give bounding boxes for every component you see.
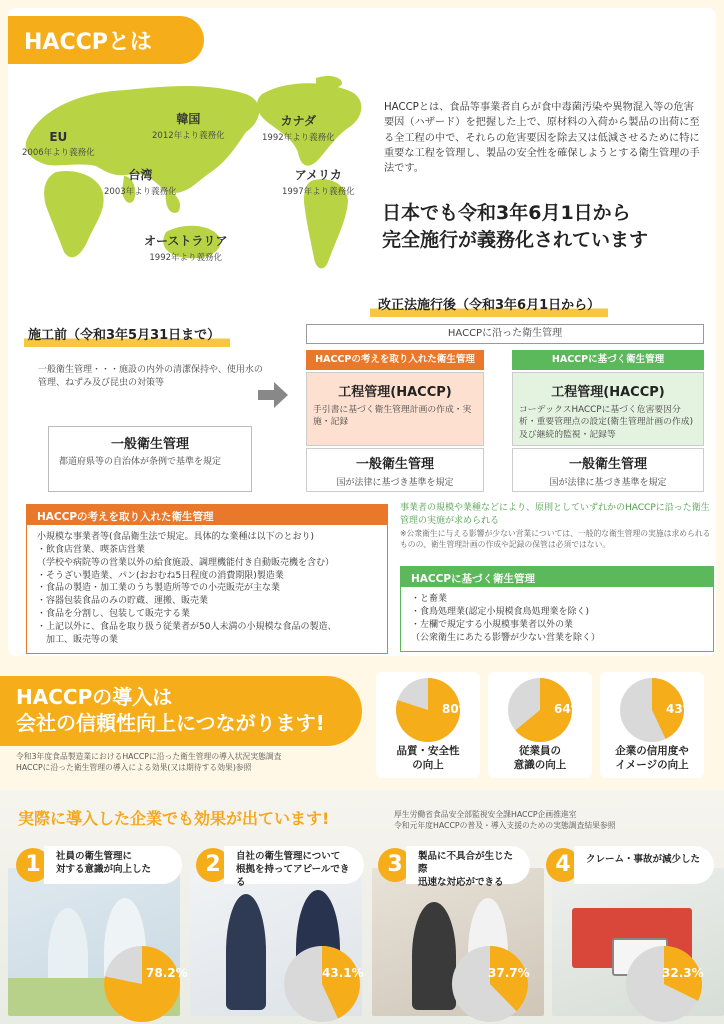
case-number: 4 (546, 848, 580, 882)
country-year: 2012年より義務化 (152, 131, 225, 141)
stat-label (488, 744, 592, 772)
case-number: 2 (196, 848, 230, 882)
arrow-right-icon (256, 380, 290, 410)
process-control-box-concept (306, 372, 484, 446)
section-title-tab (8, 16, 204, 64)
case-pie (452, 946, 528, 1022)
case-label (574, 846, 714, 884)
banner-line: HACCPの導入は (16, 685, 173, 709)
country-usa (282, 166, 355, 197)
note-line: 令和3年度食品製造業におけるHACCPに沿った衛生管理の導入状況実態調査 (16, 752, 282, 761)
process-control-title: 工程管理(HACCP) (338, 385, 452, 400)
stat-label-line: 企業の信用度や (615, 745, 689, 757)
detail-line: 小規模な事業者等(食品衛生法で規定。具体的な業種は以下のとおり) (37, 532, 315, 542)
effects-title: 実際に導入した企業でも効果が出ています! (18, 809, 330, 828)
country-name: EU (49, 130, 68, 144)
stat-label (376, 744, 480, 772)
section-title: HACCPとは (24, 29, 152, 55)
effects-source (394, 810, 616, 832)
source-line: 令和元年度HACCPの普及・導入支援のための実態調査結果参照 (394, 820, 616, 830)
before-law-description: 一般衛生管理・・・施設の内外の清潔保持や、使用水の管理、ねずみ及び昆虫の対策等 (38, 365, 263, 389)
africa-landmass (44, 171, 103, 257)
case-label-line: 製品に不具合が生じた際 (418, 851, 514, 875)
person-figure (412, 902, 456, 1010)
detail-line: （学校や病院等の営業以外の給食施設、調理機能付き自動販売機を含む） (37, 557, 335, 568)
case-label-line: クレーム・事故が減少した (586, 854, 701, 865)
general-hygiene-box-concept (306, 448, 484, 492)
process-control-description: コーデックスHACCPに基づく危害要因分析・重要管理点の設定(衛生管理計画の作成)及び継続的監視・記録等 (519, 405, 694, 440)
country-korea (152, 110, 225, 141)
after-law-title: 改正法施行後（令和3年6月1日から） (370, 294, 608, 317)
detail-line: ・左欄で規定する小規模事業者以外の業 (411, 619, 574, 630)
case-percent: 32.3% (662, 966, 704, 980)
detail-box-body (27, 525, 387, 653)
haccp-compliant-header: HACCPに沿った衛生管理 (306, 324, 704, 344)
general-hygiene-description: 国が法律に基づき基準を規定 (549, 478, 667, 488)
case-percent: 37.7% (488, 966, 530, 980)
case-number: 1 (16, 848, 50, 882)
case-label-line: 社員の衛生管理に (56, 851, 133, 862)
detail-line: ・上記以外に、食品を取り扱う従業者が50人未満の小規模な食品の製造、 (37, 622, 337, 633)
stat-label-line: 品質・安全性 (396, 745, 460, 757)
before-general-hygiene-box (48, 426, 252, 492)
country-year: 1992年より義務化 (262, 133, 335, 143)
green-note-main: 事業者の規模や業種などにより、原則としていずれかのHACCPに沿った衛生管理の実施が求められる (400, 503, 710, 526)
note-line: HACCPに沿った衛生管理の導入による効果(又は期待する効果)参照 (16, 762, 252, 772)
green-note (400, 502, 716, 551)
before-law-title: 施工前（令和3年5月31日まで） (24, 324, 230, 347)
world-map (16, 72, 376, 292)
stat-label-line: 従業員の (519, 745, 561, 757)
detail-line: ・と畜業 (411, 594, 448, 604)
country-name: オーストラリア (144, 234, 228, 248)
detail-line: ・食品を分割し、包装して販売する業 (37, 609, 191, 620)
case-label (44, 846, 182, 884)
case-label-line: 根拠を持ってアピールできる (236, 863, 350, 888)
general-hygiene-box-based (512, 448, 704, 492)
country-australia (144, 232, 227, 263)
survey-source-note (16, 752, 366, 774)
process-control-description: 手引書に基づく衛生管理計画の作成・実施・記録 (313, 405, 472, 428)
country-year: 1992年より義務化 (149, 253, 223, 263)
case-percent: 43.1% (322, 966, 364, 980)
box-description: 都道府県等の自治体が条例で基準を規定 (59, 457, 222, 467)
stat-label-line: の向上 (412, 759, 444, 772)
country-name: アメリカ (294, 168, 342, 182)
case-label-line: 対する意識が向上した (56, 863, 152, 875)
stat-card-quality (376, 672, 480, 778)
banner-line: 会社の信頼性向上につながります! (16, 711, 325, 735)
country-eu (22, 130, 95, 158)
headline (382, 200, 712, 253)
green-note-small: ※公衆衛生に与える影響が少ない営業については、一般的な衛生管理の実施は求められるものの、衛生管理計画の作成や記録の保管は必須ではない。 (400, 529, 711, 550)
headline-line: 日本でも令和3年6月1日から (382, 202, 631, 224)
col-head-haccp-based: HACCPに基づく衛生管理 (512, 350, 704, 370)
detail-line: ・容器包装食品のみの貯蔵、運搬、販売業 (37, 596, 209, 607)
general-hygiene-title: 一般衛生管理 (568, 457, 647, 472)
stat-card-corporate-image (600, 672, 704, 778)
stat-percent: 43% (666, 702, 695, 716)
haccp-concept-detail-box (26, 504, 388, 654)
stat-label (600, 744, 704, 772)
intro-paragraph: HACCPとは、食品等事業者自らが食中毒菌汚染や異物混入等の危害要因（ハザード）を把握した上で、原材料の入荷から製品の出荷に至る全工程の中で、それらの危害要因を除去又は低減させるために特に重要な工程を管理し、製品の安全性を確保しようとする衛生管理の手法です。 (384, 102, 700, 175)
general-hygiene-description: 国が法律に基づき基準を規定 (336, 478, 454, 488)
detail-line: ・そうざい製造業、パン(おおむね5日程度の消費期限)製造業 (37, 570, 284, 581)
haccp-overview-panel (8, 8, 716, 656)
detail-box-header: HACCPの考えを取り入れた衛生管理 (27, 505, 387, 525)
country-canada (262, 112, 335, 143)
stat-label-line: 意識の向上 (513, 759, 567, 772)
col-head-haccp-concept: HACCPの考えを取り入れた衛生管理 (306, 350, 484, 370)
country-taiwan (104, 166, 177, 197)
person-figure (226, 894, 266, 1010)
country-name: カナダ (280, 114, 317, 128)
detail-line: 加工、販売等の業 (37, 634, 119, 645)
detail-box-header: HACCPに基づく衛生管理 (401, 567, 713, 587)
process-control-box-based (512, 372, 704, 446)
country-year: 1997年より義務化 (282, 187, 355, 197)
case-label-line: 自社の衛生管理について (236, 851, 341, 862)
detail-line: （公衆衛生にあたる影響が少ない営業を除く） (411, 632, 601, 643)
source-line: 厚生労働省食品安全部監視安全課HACCP企画推進室 (394, 810, 577, 819)
reliability-banner (0, 676, 362, 746)
detail-line: ・飲食店営業、喫茶店営業 (37, 544, 146, 555)
box-title: 一般衛生管理 (110, 437, 189, 452)
headline-line: 完全施行が義務化されています (382, 228, 649, 251)
country-year: 2006年より義務化 (22, 148, 95, 158)
country-name: 台湾 (128, 168, 153, 182)
case-number: 3 (378, 848, 412, 882)
case-pie (104, 946, 180, 1022)
case-pie (626, 946, 702, 1022)
detail-box-body (401, 587, 713, 650)
case-pie (284, 946, 360, 1022)
stat-percent: 64% (554, 702, 583, 716)
case-label-line: 迅速な対応ができる (418, 876, 504, 888)
haccp-based-detail-box (400, 566, 714, 652)
case-percent: 78.2% (146, 966, 188, 980)
case-label (406, 846, 530, 888)
detail-line: ・食鳥処理業(認定小規模食鳥処理業を除く) (411, 606, 590, 617)
detail-line: ・食品の製造・加工業のうち製造所等での小売販売が主な業 (37, 583, 281, 594)
stat-percent: 80% (442, 702, 471, 716)
case-label (224, 846, 364, 888)
country-name: 韓国 (176, 112, 201, 126)
process-control-title: 工程管理(HACCP) (551, 385, 665, 400)
country-year: 2003年より義務化 (104, 187, 177, 197)
general-hygiene-title: 一般衛生管理 (355, 457, 434, 472)
stat-card-employee-awareness (488, 672, 592, 778)
stat-label-line: イメージの向上 (615, 759, 689, 772)
